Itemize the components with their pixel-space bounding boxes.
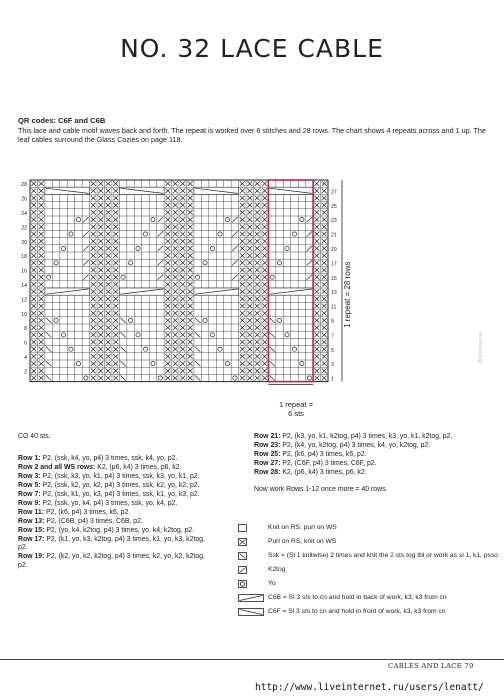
legend-item bbox=[238, 566, 500, 575]
row-text: P2, (k1, yo, k3, k2tog, p4) 3 times, k1, yo, k3, k2tog, p2. bbox=[18, 535, 205, 552]
intro bbox=[18, 116, 488, 145]
ssk-icon bbox=[238, 552, 247, 563]
legend-item bbox=[238, 580, 500, 589]
repeat-sts-line1: 1 repeat = bbox=[279, 400, 313, 409]
row-label: Row 17: bbox=[18, 535, 45, 543]
stitch-chart bbox=[14, 178, 364, 408]
x-square-icon bbox=[238, 538, 247, 549]
row-number-left: 10 bbox=[21, 311, 27, 318]
page-title: NO. 32 LACE CABLE bbox=[120, 34, 384, 63]
row-label: Row 1: bbox=[18, 454, 41, 462]
row-number-right: 3 bbox=[331, 362, 334, 369]
row-label: Row 11: bbox=[18, 508, 45, 516]
row-label: Row 15: bbox=[18, 526, 45, 534]
row-number-right: 1 bbox=[331, 376, 334, 383]
instruction-row bbox=[18, 500, 216, 509]
row-text: P2, (ssk, yo, k4, p4) 3 times, ssk, yo, k4, p2. bbox=[40, 499, 178, 507]
row-label: Row 13: bbox=[18, 517, 45, 525]
row-number-left: 22 bbox=[21, 225, 27, 232]
legend-item bbox=[238, 538, 500, 547]
instruction-row bbox=[254, 451, 479, 460]
row-text: P2, (C6F, p4) 3 times, C6F, p2. bbox=[280, 459, 377, 467]
cast-on: CO 40 sts. bbox=[18, 433, 51, 440]
repeat-sts-label bbox=[266, 401, 326, 418]
instruction-row bbox=[254, 469, 479, 478]
row-text: P2, (k4, yo, k2tog, p4) 3 times, k4, yo, k2tog, p2. bbox=[280, 441, 431, 449]
repeat-rows-label-wrap bbox=[337, 262, 377, 332]
instruction-row bbox=[18, 536, 216, 554]
row-number-left: 18 bbox=[21, 254, 27, 261]
row-number-left: 6 bbox=[24, 340, 27, 347]
row-number-right: 11 bbox=[331, 304, 337, 311]
row-number-left: 8 bbox=[24, 326, 27, 333]
instruction-row bbox=[254, 442, 479, 451]
row-number-left: 12 bbox=[21, 297, 27, 304]
legend-item bbox=[238, 594, 500, 603]
legend bbox=[238, 524, 500, 622]
footer-section: CABLES AND LACE bbox=[388, 662, 462, 670]
row-number-left: 14 bbox=[21, 283, 27, 289]
row-text: P2, (ssk, k3, yo, k1, p4) 3 times, ssk, k3, yo, k1, p2. bbox=[40, 472, 200, 480]
repeat-rows-label: 1 repeat = 28 rows bbox=[343, 261, 352, 328]
side-watermark bbox=[477, 298, 487, 368]
row-text: P2, (k3, yo, k1, k2tog, p4) 3 times, k3, yo, k1, k2tog, p2. bbox=[280, 433, 453, 440]
legend-text: C6B = Sl 3 sts to cn and hold in back of work, k3, k3 from cn bbox=[268, 594, 447, 601]
row-number-right: 21 bbox=[331, 232, 337, 239]
row-number-right: 25 bbox=[331, 203, 337, 210]
row-text: P2, (k6, p4) 3 times, k6, p2. bbox=[280, 450, 367, 458]
instruction-row bbox=[18, 482, 216, 491]
instruction-row bbox=[18, 509, 216, 518]
legend-text: C6F = Sl 3 sts to cn and hold in front of work, k3, k3 from cn bbox=[268, 608, 446, 615]
row-label: Row 27: bbox=[254, 459, 281, 467]
instruction-row bbox=[18, 464, 216, 473]
instruction-row bbox=[18, 518, 216, 527]
row-number-right: 17 bbox=[331, 261, 337, 268]
legend-item bbox=[238, 524, 500, 533]
left-rows bbox=[18, 455, 216, 571]
row-number-left: 24 bbox=[21, 211, 27, 217]
legend-item bbox=[238, 608, 500, 617]
yo-icon bbox=[238, 580, 247, 591]
description: This lace and cable motif waves back and forth. The repeat is worked over 6 stitches and 28 rows. The chart shows 4 repeats across and 1 up. The leaf cables surround the Glass Cozies on page 118. bbox=[18, 125, 486, 145]
row-label: Row 3: bbox=[18, 472, 41, 480]
row-number-right: 13 bbox=[331, 290, 337, 297]
row-number-left: 4 bbox=[24, 355, 27, 361]
row-label: Row 5: bbox=[18, 481, 41, 489]
stitch-chart-svg bbox=[14, 178, 364, 408]
row-number-left: 20 bbox=[21, 239, 27, 246]
row-text: K2, (p6, k4) 3 times, p6, k2. bbox=[95, 463, 182, 471]
row-label: Row 7: bbox=[18, 490, 41, 498]
row-text: P2, (k2, yo, k2, k2tog, p4) 3 times, k2, yo, k2, k2tog, p2. bbox=[18, 553, 205, 570]
row-text: K2, (p6, k4) 3 times, p6, k2. bbox=[280, 468, 367, 476]
page-number: 79 bbox=[464, 662, 474, 670]
legend-text: K2tog bbox=[268, 566, 286, 573]
repeat-note: Now work Rows 1-12 once more = 40 rows. bbox=[254, 485, 388, 493]
row-number-right: 9 bbox=[331, 319, 334, 325]
row-text: P2, (ssk, k2, yo, k2, p4) 3 times, ssk, k2, yo, k2, p2. bbox=[40, 481, 200, 489]
row-label: Row 25: bbox=[254, 450, 281, 458]
row-label: Row 28: bbox=[254, 468, 281, 476]
row-text: P2, (yo, k4, k2tog, p4) 3 times, yo, k4, k2tog, p2. bbox=[44, 526, 195, 534]
instruction-row bbox=[18, 473, 216, 482]
legend-item bbox=[238, 552, 500, 561]
row-number-left: 26 bbox=[21, 196, 27, 203]
instruction-row bbox=[254, 433, 479, 442]
row-number-right: 5 bbox=[331, 347, 334, 354]
qr-codes-heading: QR codes: C6F and C6B bbox=[18, 116, 106, 125]
instructions-right bbox=[254, 433, 479, 495]
row-number-right: 7 bbox=[331, 333, 334, 340]
instruction-row bbox=[254, 460, 479, 469]
k2tog-icon bbox=[238, 566, 247, 577]
row-number-right: 27 bbox=[331, 189, 337, 196]
legend-text: Yo bbox=[268, 580, 276, 587]
c6f-icon bbox=[238, 608, 264, 619]
side-watermark-text: @liveinternet bbox=[478, 331, 484, 364]
row-label: Row 2 and all WS rows: bbox=[18, 463, 96, 471]
row-number-right: 23 bbox=[331, 218, 337, 225]
c6b-icon bbox=[238, 594, 264, 605]
page-footer bbox=[388, 662, 474, 670]
row-text: P2, (C6B, p4) 3 times, C6B, p2. bbox=[44, 517, 143, 525]
row-number-right: 19 bbox=[331, 247, 337, 253]
footer-rule bbox=[0, 659, 504, 660]
row-text: P2, (k6, p4) 3 times, k6, p2. bbox=[44, 508, 131, 516]
repeat-sts-line2: 6 sts bbox=[288, 408, 304, 418]
empty-square-icon bbox=[238, 524, 247, 535]
instruction-row bbox=[18, 491, 216, 500]
right-rows bbox=[254, 433, 479, 478]
legend-text: Purl on RS, knit on WS bbox=[268, 538, 337, 545]
row-number-right: 15 bbox=[331, 275, 337, 282]
row-text: P2, (ssk, k4, yo, p4) 3 times, ssk, k4, yo, p2. bbox=[40, 454, 178, 462]
instruction-row bbox=[18, 527, 216, 536]
legend-text: Ssk = (Sl 1 knitwise) 2 times and knit the 2 sts tog tbl or work as sl 1, k1, psso bbox=[268, 552, 498, 559]
row-label: Row 21: bbox=[254, 433, 281, 440]
legend-text: Knit on RS, purl on WS bbox=[268, 524, 337, 531]
row-number-left: 28 bbox=[21, 182, 27, 189]
row-label: Row 9: bbox=[18, 499, 41, 507]
row-label: Row 23: bbox=[254, 441, 281, 449]
instruction-row bbox=[18, 553, 216, 571]
instruction-row bbox=[18, 455, 216, 464]
row-number-left: 2 bbox=[24, 369, 27, 376]
row-label: Row 19: bbox=[18, 553, 45, 561]
row-number-left: 16 bbox=[21, 268, 27, 275]
source-url: http://www.liveinternet.ru/users/lenatt/ bbox=[255, 682, 484, 693]
row-text: P2, (ssk, k1, yo, k3, p4) 3 times, ssk, k1, yo, k3, p2. bbox=[40, 490, 200, 498]
instructions-left bbox=[18, 433, 216, 571]
